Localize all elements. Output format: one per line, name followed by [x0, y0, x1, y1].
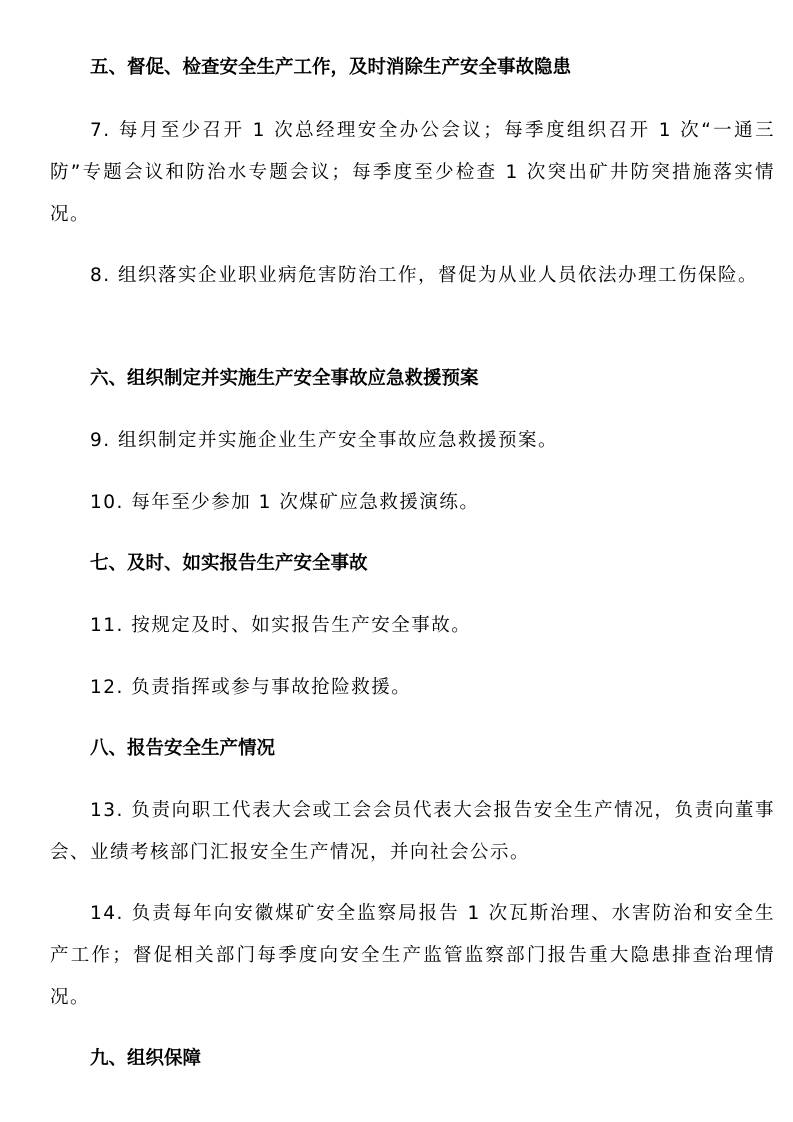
- section-5-heading: 五、督促、检查安全生产工作，及时消除生产安全事故隐患: [90, 57, 572, 78]
- item-8-paragraph: 8. 组织落实企业职业病危害防治工作，督促为从业人员依法办理工伤保险。: [90, 265, 759, 286]
- section-7-heading: 七、及时、如实报告生产安全事故: [90, 553, 368, 574]
- item-11-paragraph: 11. 按规定及时、如实报告生产安全事故。: [90, 615, 472, 636]
- item-10-paragraph: 10. 每年至少参加 1 次煤矿应急救援演练。: [90, 492, 480, 513]
- item-9-paragraph: 9. 组织制定并实施企业生产安全事故应急救援预案。: [90, 430, 559, 451]
- item-14-paragraph: 14. 负责每年向安徽煤矿安全监察局报告 1 次瓦斯治理、水害防治和安全生产工作；督促相关部门每季度向安全生产监管监察部门报告重大隐患排查治理情况。: [50, 903, 775, 1008]
- section-8-heading: 八、报告安全生产情况: [90, 738, 276, 759]
- section-6-heading: 六、组织制定并实施生产安全事故应急救援预案: [90, 368, 479, 389]
- section-9-heading: 九、组织保障: [90, 1048, 202, 1069]
- item-7-paragraph: 7. 每月至少召开 1 次总经理安全办公会议；每季度组织召开 1 次“一通三防”专题会议和防治水专题会议；每季度至少检查 1 次突出矿井防突措施落实情况。: [50, 120, 775, 225]
- item-13-paragraph: 13. 负责向职工代表大会或工会会员代表大会报告安全生产情况，负责向董事会、业绩考核部门汇报安全生产情况，并向社会公示。: [50, 800, 775, 863]
- item-12-paragraph: 12. 负责指挥或参与事故抢险救援。: [90, 677, 412, 698]
